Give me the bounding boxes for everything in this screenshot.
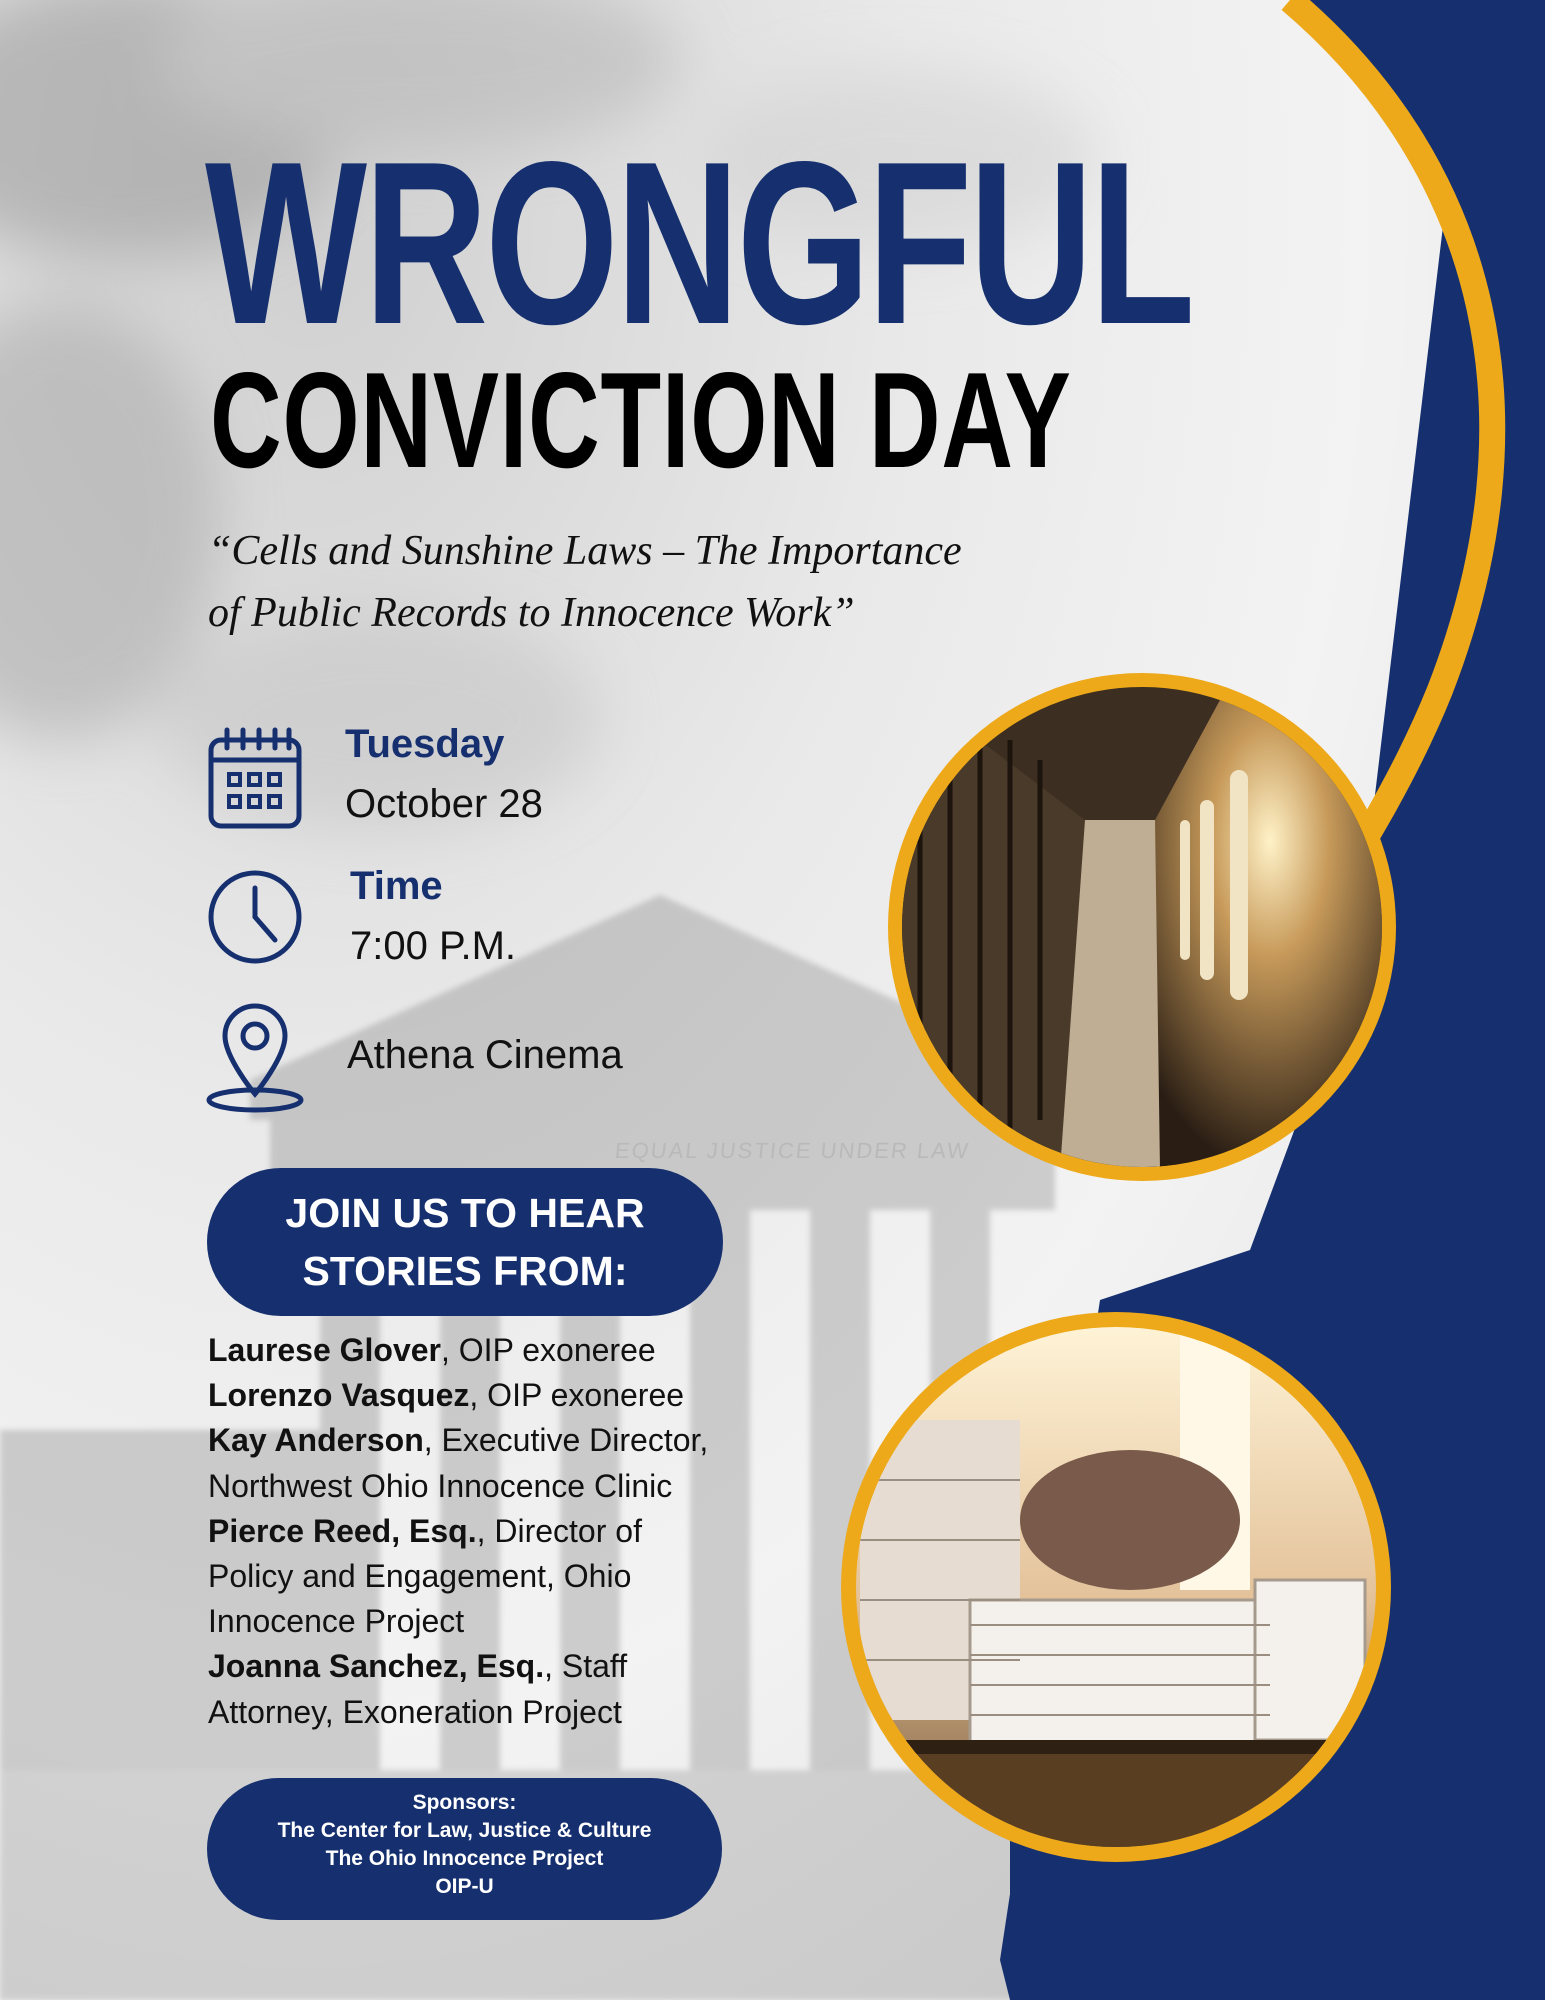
- sponsors-heading: Sponsors:: [412, 1791, 517, 1814]
- date-value: October 28: [345, 782, 543, 826]
- speaker-role: , Executive Director, Northwest Ohio Innocence Clinic: [208, 1422, 709, 1504]
- speaker-name: Joanna Sanchez, Esq.: [208, 1648, 545, 1685]
- join-us-banner: [207, 1168, 723, 1316]
- speaker-name: Kay Anderson: [208, 1422, 424, 1459]
- event-subtitle: “Cells and Sunshine Laws – The Importance of Public Records to Innocence Work”: [208, 528, 962, 636]
- time-value: 7:00 P.M.: [350, 924, 517, 968]
- speaker-item: [208, 1328, 768, 1373]
- speaker-list: [208, 1328, 768, 1735]
- courthouse-inscription: EQUAL JUSTICE UNDER LAW: [613, 1138, 972, 1163]
- clock-icon: [206, 868, 304, 966]
- location-value: Athena Cinema: [347, 1033, 623, 1077]
- speaker-item: [208, 1509, 708, 1645]
- join-banner-line-2: STORIES FROM:: [302, 1248, 628, 1294]
- speaker-name: Laurese Glover: [208, 1332, 441, 1368]
- time-label: Time: [350, 864, 443, 908]
- sponsors-banner: [207, 1778, 722, 1920]
- speaker-item: [208, 1418, 768, 1508]
- title-line-2: CONVICTION DAY: [210, 344, 1072, 496]
- speaker-name: Lorenzo Vasquez: [208, 1377, 470, 1414]
- location-pin-icon: [205, 996, 305, 1114]
- speaker-role: , Director of Policy and Engagement, Ohio Innocence Project: [208, 1512, 642, 1640]
- speaker-role: , Staff Attorney, Exoneration Project: [208, 1648, 628, 1730]
- title-line-1: WRONGFUL: [205, 114, 1193, 373]
- sponsor-item: The Center for Law, Justice & Culture: [277, 1819, 652, 1842]
- sponsor-item: OIP-U: [435, 1875, 494, 1898]
- speaker-role: , OIP exoneree: [441, 1332, 656, 1368]
- speaker-item: [208, 1373, 768, 1418]
- speaker-name: Pierce Reed, Esq.: [208, 1512, 477, 1549]
- speaker-role: , OIP exoneree: [469, 1377, 685, 1414]
- sponsor-item: The Ohio Innocence Project: [325, 1847, 604, 1870]
- date-label: Tuesday: [345, 722, 505, 766]
- speaker-item: [208, 1644, 728, 1734]
- join-banner-line-1: JOIN US TO HEAR: [285, 1190, 645, 1236]
- calendar-icon: [207, 726, 303, 830]
